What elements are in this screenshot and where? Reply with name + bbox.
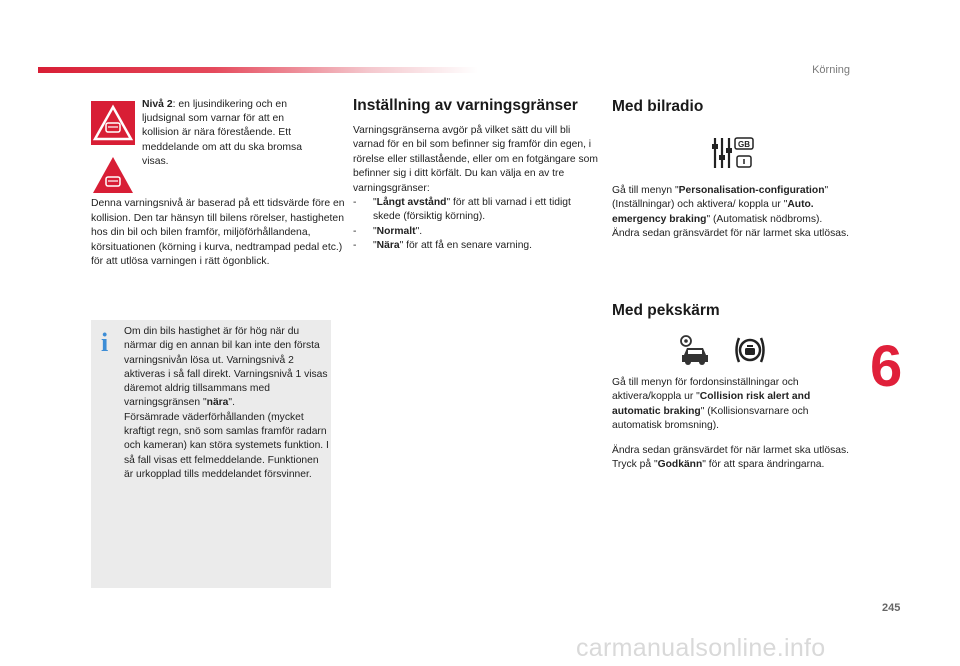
brake-warning-icon — [91, 153, 135, 197]
car-settings-icon — [678, 333, 712, 367]
info-para-1: Om din bils hastighet är för hög när du närmar dig en annan bil kan inte den första varningsnivån lösa ut. Varningsnivå 2 aktiveras i så fall direkt. Varningsnivå 1 visas däremot aldrig tillsammans med varningsgränsen "nära". — [124, 326, 328, 409]
level-desc: : en ljusindikering och en ljudsignal som varnar för att en kollision är nära förestående. Ett meddelande om att du ska bromsa visas. — [142, 99, 302, 167]
info-text — [124, 325, 329, 482]
touchscreen-confirm-text: Ändra sedan gränsvärdet för när larmet ska utlösas. Tryck på "Godkänn" för att spara ändringarna. — [612, 445, 849, 471]
car-radio-heading: Med bilradio — [612, 98, 704, 115]
info-para-2: Försämrade väderförhållanden (mycket kraftigt regn, snö som samlas framför radarn och kameran) kan störa systemets funktion. I så fall visas ett felmeddelande. Funktionen är urkopplad tills meddelandet försvinner. — [124, 411, 329, 480]
header-accent-bar — [38, 67, 478, 73]
chapter-number: 6 — [870, 334, 903, 399]
touchscreen-heading: Med pekskärm — [612, 302, 720, 319]
page-number: 245 — [882, 602, 901, 614]
info-icon: i — [101, 328, 109, 357]
collision-alert-icon — [733, 333, 767, 367]
touchscreen-instructions: Gå till menyn för fordonsinställningar och aktivera/koppla ur "Collision risk alert and automatic braking" (Kollisionsvarnare och automatisk bromsning). — [612, 377, 811, 432]
gb-badge: GB — [738, 140, 750, 149]
warning-thresholds-intro: Varningsgränserna avgör på vilket sätt du vill bli varnad för en bil som befinner sig framför din egen, i rörelse eller stillastående, eller om en fotgängare som befinner sig i ditt körfält. Du kan välja en av tre varningsgränser: — [353, 125, 598, 194]
settings-sliders-icon — [711, 136, 755, 170]
collision-warning-icon — [91, 101, 135, 145]
warning-thresholds-heading: Inställning av varningsgränser — [353, 97, 578, 114]
level-2-description — [142, 98, 322, 169]
warning-level-paragraph: Denna varningsnivå är baserad på ett tidsvärde före en kollision. Den tar hänsyn till bilens rörelser, hastigheten hos din bil och bilen framför, miljöförhållandena, körsituationen (körning i kurva, nedtrampad pedal etc.) för att utlösa varningen i rätt ögonblick. — [91, 198, 345, 268]
list-item: - "Långt avstånd" för att bli varnad i ett tidigt skede (försiktig körning). — [353, 197, 571, 223]
list-item: - "Normalt". — [353, 225, 423, 237]
list-item: - "Nära" för att få en senare varning. — [353, 240, 533, 252]
section-title: Körning — [812, 64, 850, 76]
info-box — [91, 320, 331, 588]
watermark: carmanualsonline.info — [576, 634, 826, 662]
car-radio-instructions: Gå till menyn "Personalisation-configuration" (Inställningar) och aktivera/ koppla ur "Auto. emergency braking" (Automatisk nödbroms). Ändra sedan gränsvärdet för när larmet ska utlösas. — [612, 185, 849, 240]
threshold-list — [353, 196, 598, 254]
level-label: Nivå 2 — [142, 99, 173, 110]
